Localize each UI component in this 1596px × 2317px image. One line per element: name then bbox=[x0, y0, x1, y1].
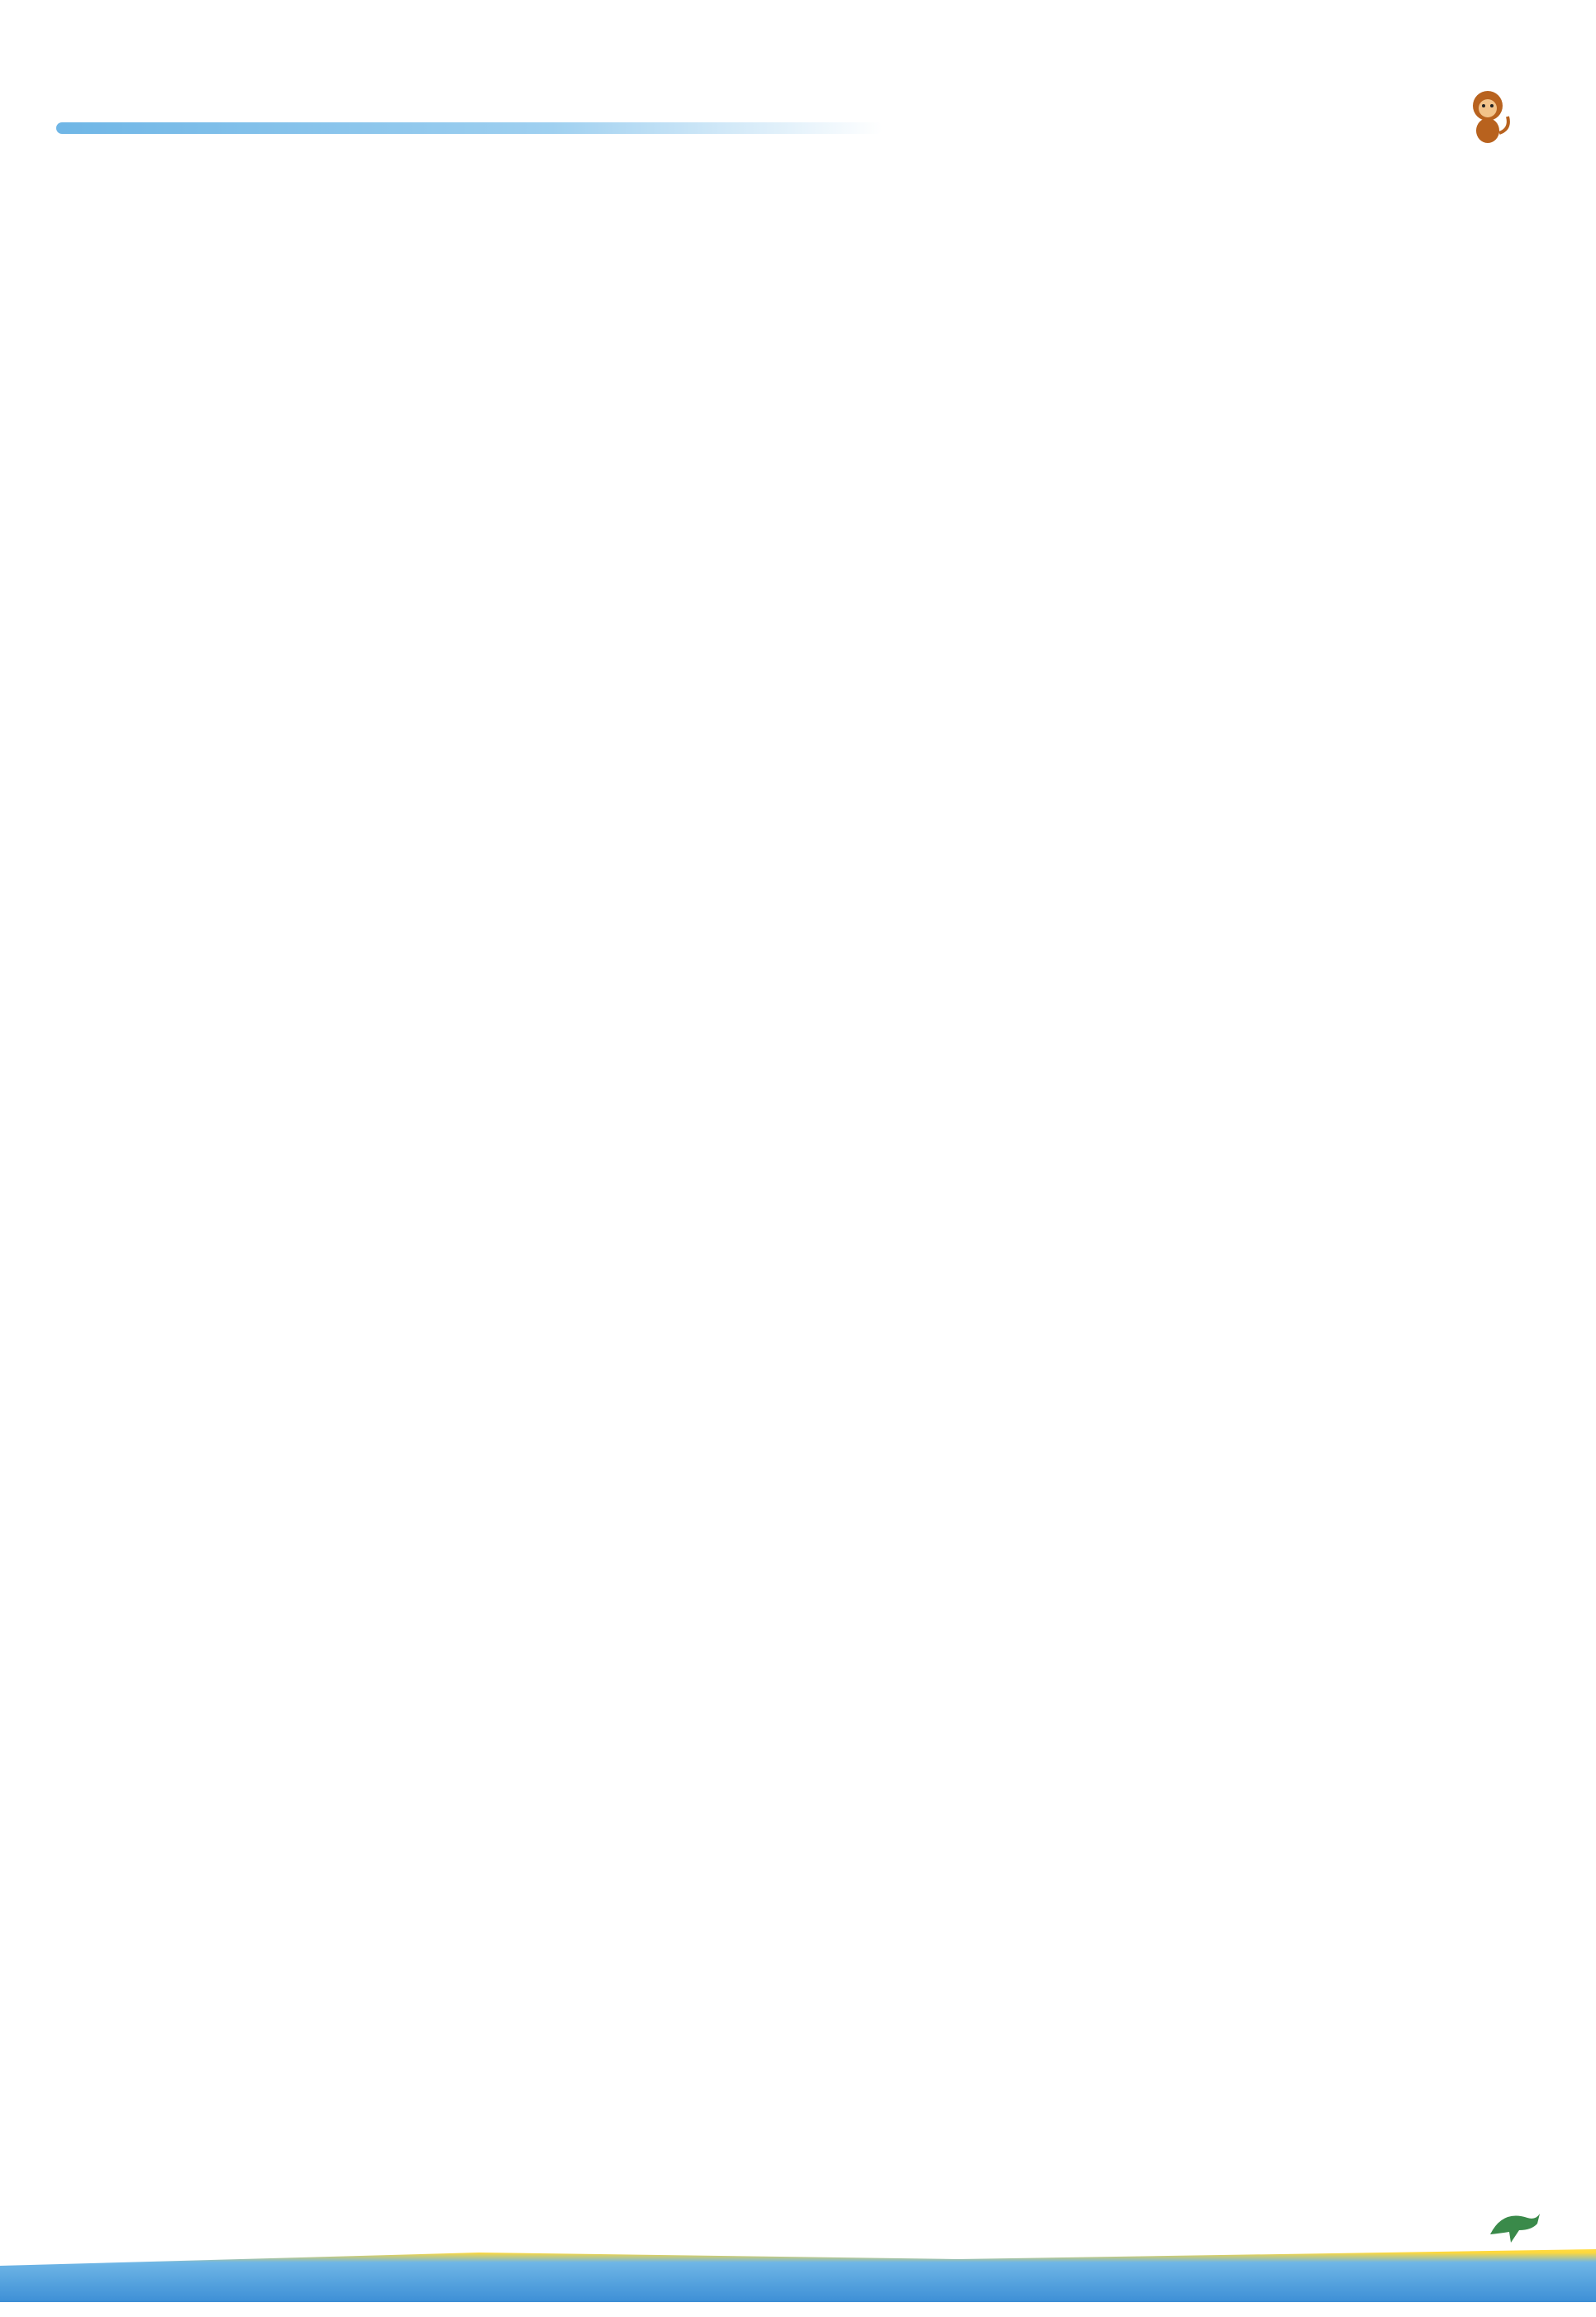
header-bar bbox=[56, 122, 883, 134]
monkey-icon bbox=[1463, 88, 1513, 145]
dolphin-icon bbox=[1486, 2205, 1544, 2247]
page bbox=[23, 23, 1577, 2296]
